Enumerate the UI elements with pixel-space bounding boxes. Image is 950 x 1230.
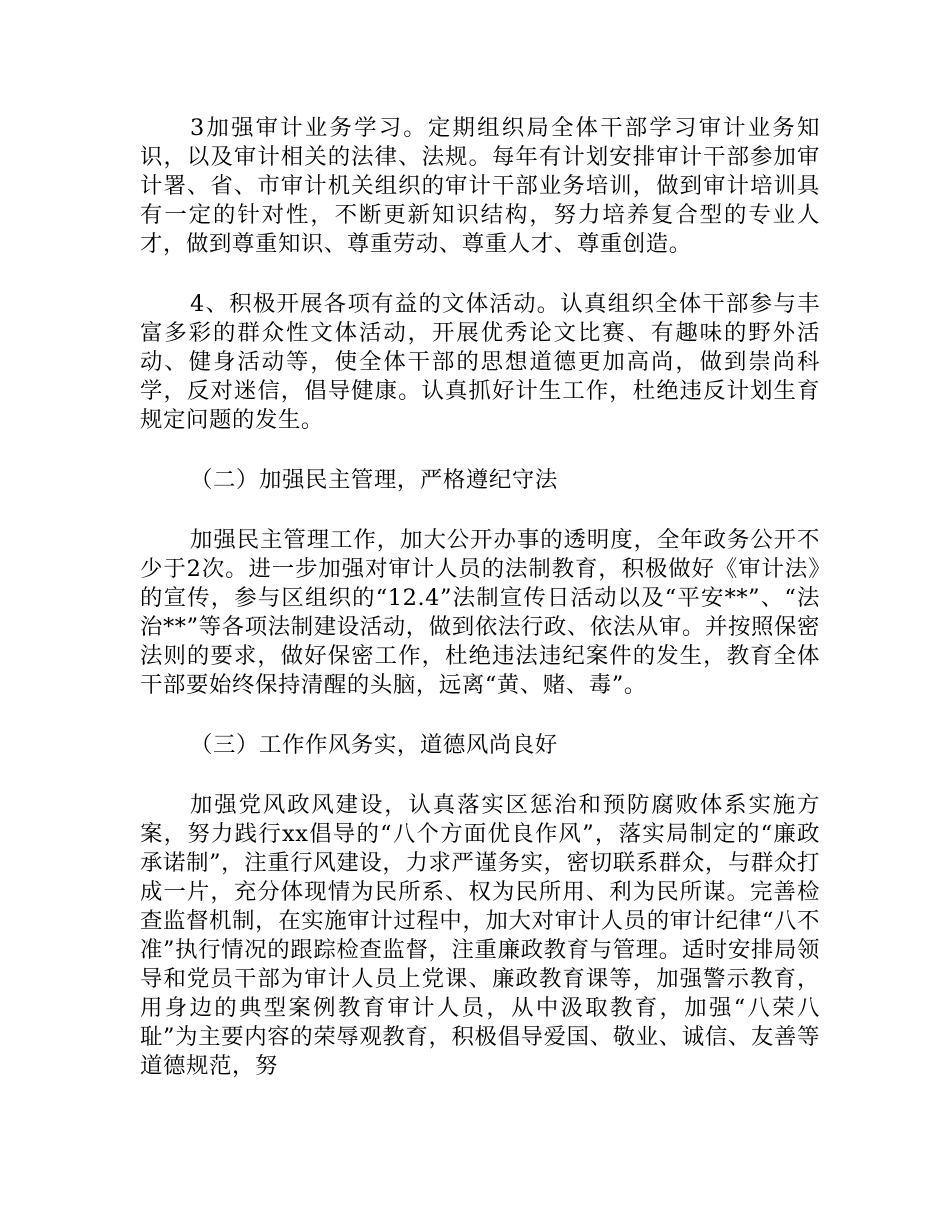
section-heading-work-style: （三）工作作风务实，道德风尚良好 [190, 732, 558, 758]
paragraph-gap [140, 700, 820, 731]
paragraph-audit-study: 3加强审计业务学习。定期组织局全体干部学习审计业务知识，以及审计相关的法律、法规。每年有计划安排审计干部参加审计署、省、市审计机关组织的审计干部业务培训，做到审计培训具有一定的针对性，不断更新知识结构，努力培养复合型的专业人才，做到尊重知识、尊重劳动、尊重人才、尊重创造。 [140, 115, 820, 257]
paragraph-gap [140, 760, 820, 791]
paragraph-democratic-management: 加强民主管理工作，加大公开办事的透明度，全年政务公开不少于2次。进一步加强对审计人员的法制教育，积极做好《审计法》的宣传，参与区组织的“12.4”法制宣传日活动以及“平安**”、“法治**”等各项法制建设活动，做到依法行政、依法从审。并按照保密法则的要求，做好保密工作，杜绝违法违纪案件的发生，教育全体干部要始终保持清醒的头脑，远离“黄、赌、毒”。 [140, 527, 820, 698]
paragraph-gap [140, 495, 820, 526]
paragraph-gap [140, 435, 820, 466]
document-body [140, 114, 820, 1081]
paragraph-gap [140, 259, 820, 290]
paragraph-work-style: 加强党风政风建设，认真落实区惩治和预防腐败体系实施方案，努力践行xx倡导的“八个方面优良作风”，落实局制定的“廉政承诺制”，注重行风建设，力求严谨务实，密切联系群众，与群众打成一片，充分体现情为民所系、权为民所用、利为民所谋。完善检查监督机制，在实施审计过程中，加大对审计人员的审计纪律“八不准”执行情况的跟踪检查监督，注重廉政教育与管理。适时安排局领导和党员干部为审计人员上党课、廉政教育课等，加强警示教育，用身边的典型案例教育审计人员，从中汲取教育，加强“八荣八耻”为主要内容的荣辱观教育，积极倡导爱国、敬业、诚信、友善等道德规范，努 [140, 792, 820, 1079]
section-heading-democratic-management: （二）加强民主管理，严格遵纪守法 [190, 467, 558, 493]
paragraph-cultural-activities: 4、积极开展各项有益的文体活动。认真组织全体干部参与丰富多彩的群众性文体活动，开展优秀论文比赛、有趣味的野外活动、健身活动等，使全体干部的思想道德更加高尚，做到崇尚科学，反对迷信，倡导健康。认真抓好计生工作，杜绝违反计划生育规定问题的发生。 [140, 291, 820, 433]
